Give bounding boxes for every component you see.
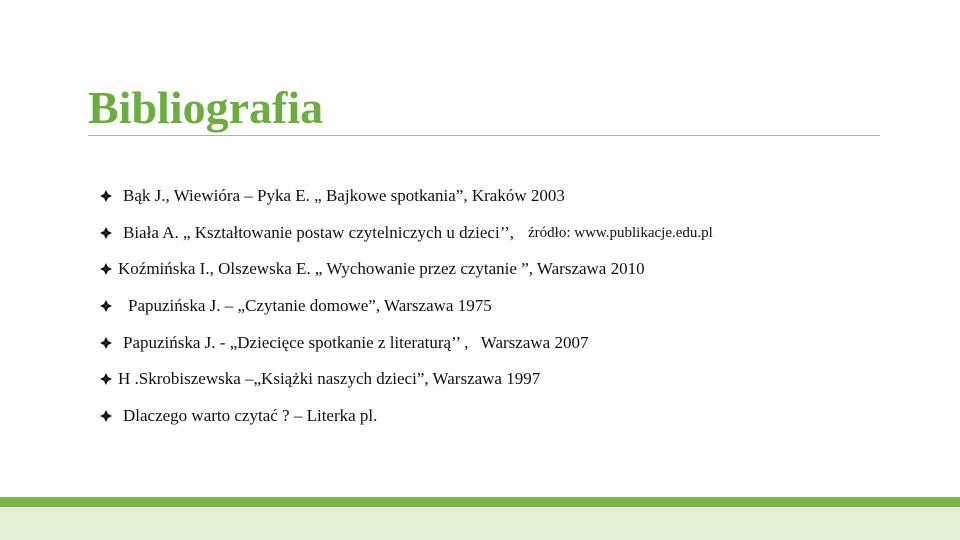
bullet-icon [100,367,114,391]
footer-accent-bar [0,497,960,507]
item-text: Bąk J., Wiewióra – Pyka E. „ Bajkowe spotkania”, Kraków 2003 [123,186,565,206]
item-text: Dlaczego warto czytać ? – Literka pl. [123,405,378,425]
bibliography-item [100,178,713,215]
bullet-icon [100,184,114,208]
bibliography-item [100,215,713,252]
title-divider [88,135,880,136]
bullet-icon [100,294,114,318]
item-text: Biała A. „ Kształtowanie postaw czytelniczych u dzieci’’, [123,222,514,242]
bullet-icon [100,257,114,281]
bibliography-item [100,288,713,325]
bullet-icon [100,404,114,428]
bibliography-item [100,251,713,288]
bullet-icon [100,331,114,355]
bibliography-list [100,178,713,434]
page-title: Bibliografia [88,82,324,133]
bibliography-item [100,361,713,398]
bullet-icon [100,221,114,245]
item-text: H .Skrobiszewska –„Książki naszych dzieci”, Warszawa 1997 [118,369,541,389]
bibliography-item [100,324,713,361]
item-source-note: źródło: www.publikacje.edu.pl [528,224,713,241]
item-text: Koźmińska I., Olszewska E. „ Wychowanie przez czytanie ”, Warszawa 2010 [118,259,645,279]
footer-band [0,507,960,540]
bibliography-item [100,398,713,435]
item-text: Papuzińska J. – „Czytanie domowe”, Warszawa 1975 [128,296,492,316]
item-text: Papuzińska J. - „Dziecięce spotkanie z literaturą’’ , Warszawa 2007 [123,332,589,352]
